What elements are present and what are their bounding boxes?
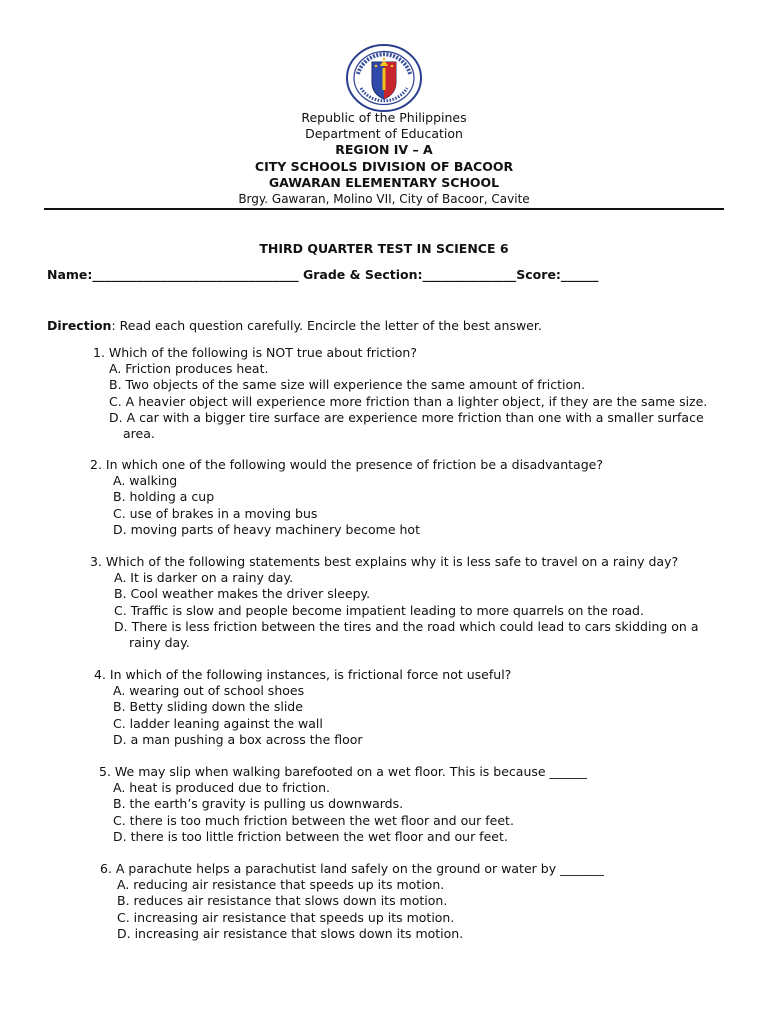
choice-b: B. holding a cup: [113, 489, 215, 505]
direction-line: [47, 318, 542, 333]
choice-c: C. use of brakes in a moving bus: [113, 505, 318, 521]
header-address: Brgy. Gawaran, Molino VII, City of Bacoor, Cavite: [238, 192, 530, 207]
choice-b: B. reduces air resistance that slows down its motion.: [117, 893, 448, 909]
question-1: [93, 345, 707, 442]
header-region: REGION IV – A: [335, 142, 433, 158]
choice-d: D. moving parts of heavy machinery become hot: [113, 521, 420, 537]
choice-d-continued: area.: [123, 426, 155, 442]
header-divider: [44, 208, 724, 210]
choice-c: C. Traffic is slow and people become impatient leading to more quarrels on the road.: [114, 602, 644, 618]
header-republic: Republic of the Philippines: [301, 110, 467, 125]
choice-a: A. It is darker on a rainy day.: [114, 570, 294, 586]
choice-d: D. a man pushing a box across the floor: [113, 731, 363, 747]
choice-b: B. Cool weather makes the driver sleepy.: [114, 586, 371, 602]
question-2: [90, 457, 603, 538]
choice-d-continued: rainy day.: [129, 635, 190, 651]
question-5: [99, 764, 587, 845]
choice-b: B. Betty sliding down the slide: [113, 699, 303, 715]
question-stem: 3. Which of the following statements best explains why it is less safe to travel on a rainy day?: [90, 554, 679, 569]
question-3: [90, 554, 698, 651]
choice-c: C. ladder leaning against the wall: [113, 715, 323, 731]
student-info-fields: Name:_________________________________ Grade & Section:_______________Score:______: [47, 267, 599, 282]
choice-a: A. reducing air resistance that speeds up its motion.: [117, 877, 445, 893]
choice-b: B. Two objects of the same size will experience the same amount of friction.: [109, 377, 586, 393]
direction-label: Direction: [47, 318, 112, 333]
direction-text: : Read each question carefully. Encircle the letter of the best answer.: [111, 318, 542, 333]
header-division: CITY SCHOOLS DIVISION OF BACOOR: [254, 158, 514, 174]
choice-d: D. increasing air resistance that slows down its motion.: [117, 925, 464, 941]
choice-a: A. walking: [113, 473, 178, 489]
header-school: GAWARAN ELEMENTARY SCHOOL: [268, 174, 500, 190]
question-4: [94, 667, 511, 748]
choice-d: D. A car with a bigger tire surface are experience more friction than one with a smaller surface: [109, 409, 704, 425]
choice-a: A. Friction produces heat.: [109, 361, 269, 377]
question-6: [100, 861, 604, 942]
choice-b: B. the earth’s gravity is pulling us downwards.: [113, 796, 404, 812]
header-department: Department of Education: [305, 126, 463, 142]
test-title: THIRD QUARTER TEST IN SCIENCE 6: [259, 241, 509, 256]
question-stem: 5. We may slip when walking barefooted on a wet floor. This is because ______: [99, 764, 588, 779]
question-stem: 2. In which one of the following would the presence of friction be a disadvantage?: [90, 457, 603, 472]
choice-c: C. increasing air resistance that speeds up its motion.: [117, 909, 455, 925]
deped-seal-logo: [344, 44, 424, 112]
question-stem: 6. A parachute helps a parachutist land safely on the ground or water by _______: [100, 861, 604, 876]
question-stem: 4. In which of the following instances, is frictional force not useful?: [94, 667, 512, 682]
choice-c: C. there is too much friction between the wet floor and our feet.: [113, 812, 514, 828]
choice-d: D. There is less friction between the tires and the road which could lead to cars skidding on a: [114, 618, 699, 634]
choice-a: A. wearing out of school shoes: [113, 683, 305, 699]
choice-a: A. heat is produced due to friction.: [113, 780, 331, 796]
school-header: [0, 110, 768, 207]
choice-d: D. there is too little friction between the wet floor and our feet.: [113, 828, 508, 844]
choice-c: C. A heavier object will experience more friction than a lighter object, if they are the same size.: [109, 393, 708, 409]
question-stem: 1. Which of the following is NOT true about friction?: [93, 345, 417, 360]
